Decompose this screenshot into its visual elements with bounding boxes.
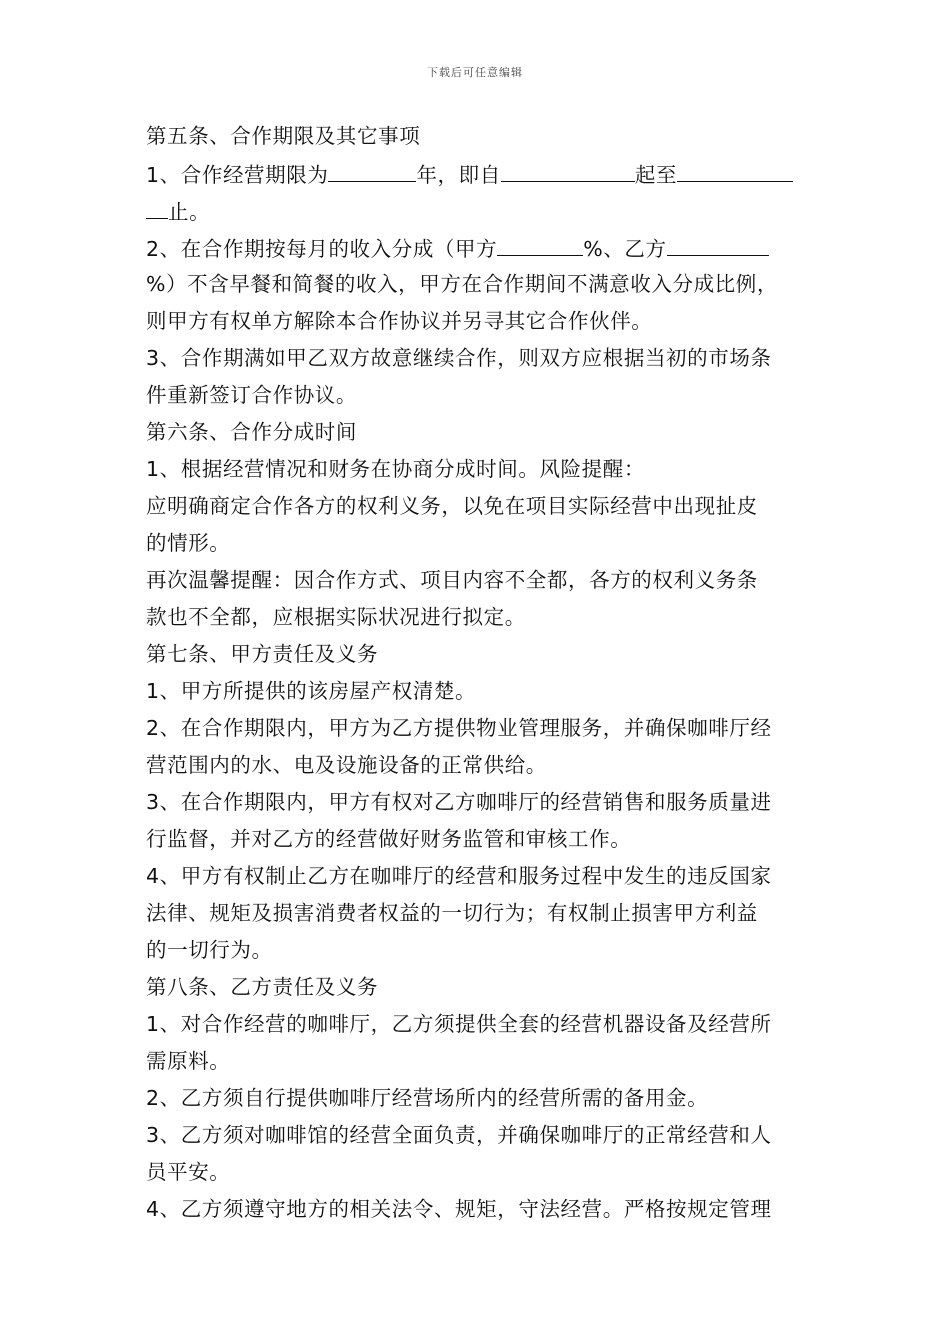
paragraph-line: 则甲方有权单方解除本合作协议并另寻其它合作伙伴。 (146, 309, 653, 333)
blank-field-end-date-cont[interactable] (146, 192, 168, 219)
paragraph-line: 行监督，并对乙方的经营做好财务监管和审核工作。 (146, 827, 632, 851)
paragraph-line: 应明确商定合作各方的权利义务，以免在项目实际经营中出现扯皮 (146, 494, 758, 518)
blank-field-start-date[interactable] (501, 155, 635, 182)
paragraph-line: 1、对合作经营的咖啡厅，乙方须提供全套的经营机器设备及经营所 (146, 1012, 772, 1036)
text-run: 止。 (168, 200, 211, 224)
paragraph-line (146, 192, 816, 229)
blank-field-party-b-share[interactable] (667, 229, 769, 256)
paragraph-line: 3、合作期满如甲乙双方故意继续合作，则双方应根据当初的市场条 (146, 346, 772, 370)
paragraph-line: 的一切行为。 (146, 938, 273, 962)
paragraph-line: 款也不全都，应根据实际状况进行拟定。 (146, 605, 526, 629)
section-heading-8: 第八条、乙方责任及义务 (146, 975, 379, 999)
blank-field-years[interactable] (328, 155, 416, 182)
document-body (146, 118, 816, 1228)
blank-field-end-date[interactable] (677, 155, 793, 182)
paragraph-line: 员平安。 (146, 1160, 231, 1184)
paragraph-line: 需原料。 (146, 1049, 231, 1073)
paragraph-line: 营范围内的水、电及设施设备的正常供给。 (146, 753, 547, 777)
paragraph-line: 2、在合作期限内，甲方为乙方提供物业管理服务，并确保咖啡厅经 (146, 716, 772, 740)
text-run: 2、在合作期按每月的收入分成（甲方 (146, 237, 498, 261)
paragraph-line: 再次温馨提醒：因合作方式、项目内容不全都，各方的权利义务条 (146, 568, 758, 592)
paragraph-line: 1、根据经营情况和财务在协商分成时间。风险提醒： (146, 457, 645, 481)
paragraph-line: 2、乙方须自行提供咖啡厅经营场所内的经营所需的备用金。 (146, 1086, 709, 1110)
paragraph-line: 3、在合作期限内，甲方有权对乙方咖啡厅的经营销售和服务质量进 (146, 790, 772, 814)
paragraph-line: 4、甲方有权制止乙方在咖啡厅的经营和服务过程中发生的违反国家 (146, 864, 772, 888)
paragraph-line: 的情形。 (146, 531, 231, 555)
text-run: 起至 (634, 163, 678, 187)
paragraph-line: %）不含早餐和简餐的收入，甲方在合作期间不满意收入分成比例， (146, 272, 778, 296)
text-run: 年，即自 (416, 163, 501, 187)
paragraph-line: 法律、规矩及损害消费者权益的一切行为；有权制止损害甲方利益 (146, 901, 758, 925)
paragraph-line: 4、乙方须遵守地方的相关法令、规矩，守法经营。严格按规定管理 (146, 1197, 772, 1221)
text-run: 1、合作经营期限为 (146, 163, 329, 187)
paragraph-line (146, 155, 816, 192)
page-header: 下载后可任意编辑 (427, 66, 523, 79)
paragraph-line (146, 229, 816, 266)
blank-field-party-a-share[interactable] (497, 229, 583, 256)
paragraph-line: 3、乙方须对咖啡馆的经营全面负责，并确保咖啡厅的正常经营和人 (146, 1123, 772, 1147)
section-heading-6: 第六条、合作分成时间 (146, 420, 357, 444)
text-run: %、乙方 (583, 237, 667, 261)
section-heading-7: 第七条、甲方责任及义务 (146, 642, 379, 666)
section-heading-5: 第五条、合作期限及其它事项 (146, 124, 421, 148)
paragraph-line: 1、甲方所提供的该房屋产权清楚。 (146, 679, 477, 703)
paragraph-line: 件重新签订合作协议。 (146, 383, 357, 407)
